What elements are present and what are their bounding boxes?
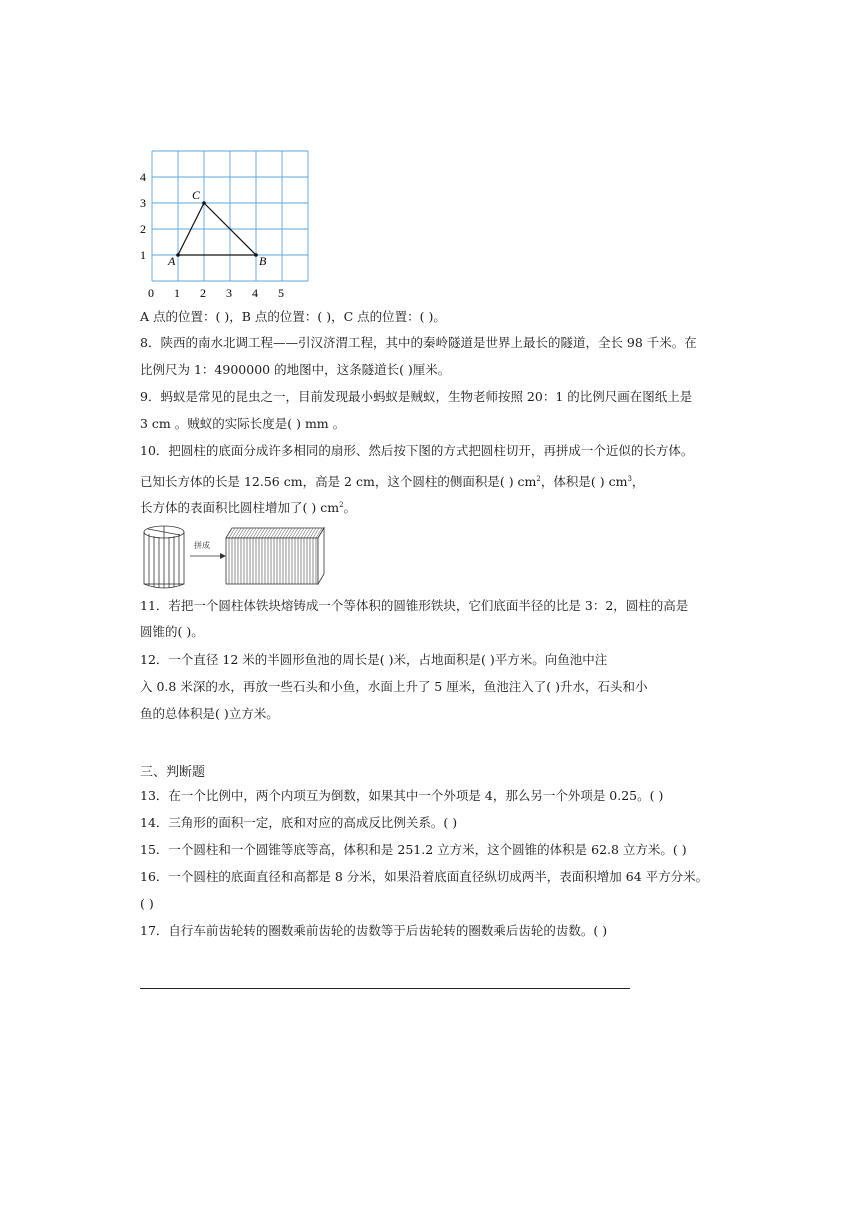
x-tick-label: 5 (278, 286, 284, 300)
q15: 15．一个圆柱和一个圆锥等底等高，体积和是 251.2 立方米，这个圆锥的体积是 62.8 立方米。( ) (140, 842, 687, 857)
footer-rule (140, 988, 630, 989)
q10-line2-part1: 已知长方体的长是 12.56 cm，高是 2 cm，这个圆柱的侧面积是( ) cm (140, 474, 537, 490)
q10-sup-2b: 2 (339, 501, 344, 509)
q16-line2: ( ) (140, 896, 154, 911)
q13: 13．在一个比例中，两个内项互为倒数，如果其中一个外项是 4，那么另一个外项是 0.25。( ) (140, 788, 664, 803)
q10-line3: 长方体的表面积比圆柱增加了( ) $cm^2$。 (140, 500, 357, 516)
arrow-right-icon (190, 553, 226, 559)
q12-line3: 鱼的总体积是( )立方米。 (140, 706, 279, 721)
q17: 17．自行车前齿轮转的圈数乘前齿轮的齿数等于后齿轮转的圈数乘后齿轮的齿数。( ) (140, 923, 608, 938)
grid-lines (152, 151, 308, 281)
q14: 14．三角形的面积一定，底和对应的高成反比例关系。( ) (140, 815, 458, 830)
q10-line1: 10．把圆柱的底面分成许多相同的扇形、然后按下图的方式把圆柱切开，再拼成一个近似的长方体。 (140, 443, 694, 458)
approx-cuboid (226, 528, 324, 584)
y-tick-label: 3 (140, 196, 146, 210)
x-tick-label: 2 (200, 286, 206, 300)
point-label-b: B (259, 254, 267, 268)
point-label-c: C (192, 188, 201, 202)
x-tick-label: 3 (226, 286, 232, 300)
axis-ticks (140, 170, 284, 300)
q10-line2 (140, 471, 644, 490)
y-tick-label: 1 (140, 248, 146, 262)
q16-line1: 16．一个圆柱的底面直径和高都是 8 分米，如果沿着底面直径纵切成两半，表面积增加 64 平方分米。 (140, 869, 709, 884)
x-tick-label: 0 (148, 286, 154, 300)
coordinate-grid-figure (140, 145, 320, 305)
q12-line2: 入 0.8 米深的水，再放一些石头和小鱼，水面上升了 5 厘米，鱼池注入了( )升水，石头和小 (140, 679, 648, 694)
cylinder-to-cuboid-illustration (138, 522, 328, 590)
y-tick-label: 4 (140, 170, 146, 184)
q8-line1: 8．陕西的南水北调工程——引汉济渭工程，其中的秦岭隧道是世界上最长的隧道，全长 98 千米。在 (140, 335, 697, 350)
point-a (176, 253, 180, 257)
y-tick-label: 2 (140, 222, 146, 236)
q12-line1: 12．一个直径 12 米的半圆形鱼池的周长是( )米，占地面积是( )平方米。向鱼池中注 (140, 652, 608, 667)
x-tick-label: 4 (252, 286, 258, 300)
q9-line2: 3 cm 。贼蚁的实际长度是( ) mm 。 (140, 416, 346, 431)
q10-line3-text: 长方体的表面积比圆柱增加了( ) cm (140, 500, 340, 516)
triangle-abc (167, 188, 267, 268)
q7-point-positions: A 点的位置：( )，B 点的位置：( )，C 点的位置：( )。 (140, 309, 446, 324)
x-tick-label: 1 (174, 286, 180, 300)
q10-sup-2: 2 (536, 475, 541, 483)
arrow-label: 拼成 (194, 541, 210, 550)
section-3-title: 三、判断题 (140, 765, 206, 780)
q10-sup-3: 3 (627, 475, 632, 483)
point-label-a: A (168, 254, 176, 268)
q8-line2: 比例尺为 1：4900000 的地图中，这条隧道长( )厘米。 (140, 362, 451, 377)
q11-line2: 圆锥的( )。 (140, 624, 204, 639)
q10-line2-part3: ， (631, 474, 645, 490)
q11-line1: 11．若把一个圆柱体铁块熔铸成一个等体积的圆锥形铁块，它们底面半径的比是 3：2，圆柱的高是 (140, 598, 689, 613)
cut-cylinder (144, 526, 184, 588)
q9-line1: 9．蚂蚁是常见的昆虫之一，目前发现最小蚂蚁是贼蚁，生物老师按照 20：1 的比例尺画在图纸上是 (140, 389, 693, 404)
point-b (254, 253, 258, 257)
point-c (202, 201, 206, 205)
q10-line2-part2: ，体积是( ) cm (540, 474, 628, 490)
